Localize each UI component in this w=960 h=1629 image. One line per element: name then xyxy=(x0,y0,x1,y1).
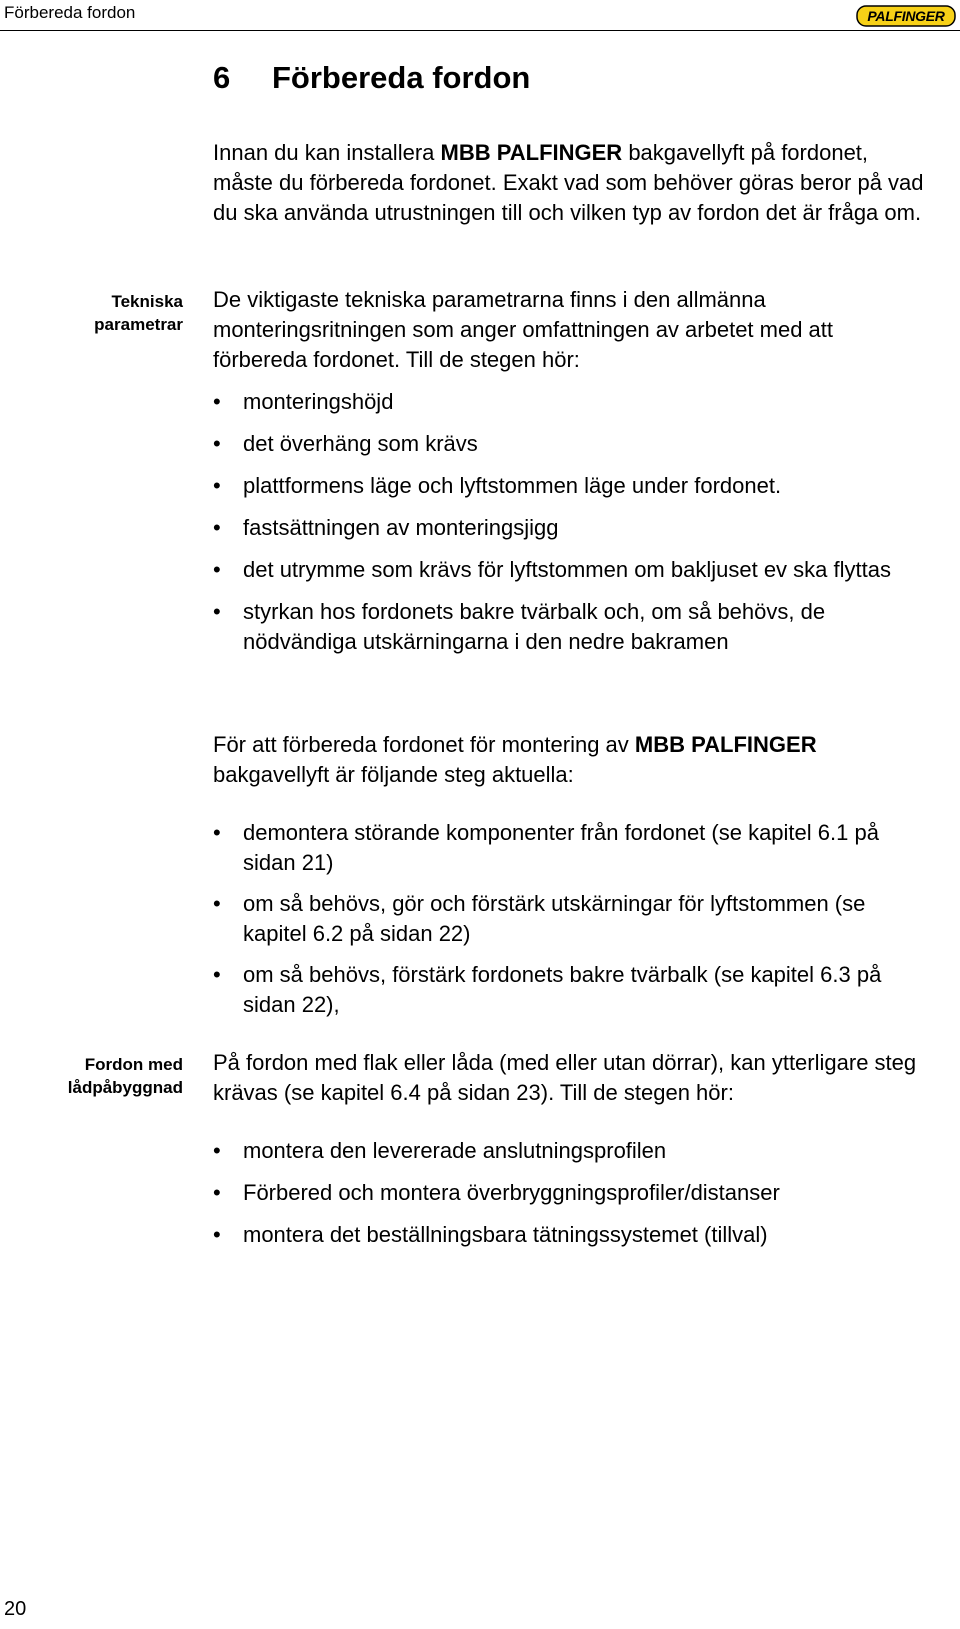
list-item xyxy=(213,471,928,501)
list-item xyxy=(213,818,928,878)
preparation-steps-list xyxy=(213,818,928,1020)
technical-parameters-list xyxy=(213,387,928,657)
page-header xyxy=(0,0,960,31)
list-item-text: montera det beställningsbara tätningssystemet (tillval) xyxy=(243,1222,768,1247)
intro-text-before: Innan du kan installera xyxy=(213,140,441,165)
box-body-paragraph: På fordon med flak eller låda (med eller utan dörrar), kan ytterligare steg krävas (se kapitel 6.4 på sidan 23). Till de stegen hör: xyxy=(213,1050,917,1105)
list-item xyxy=(213,513,928,543)
list-item xyxy=(213,1220,928,1250)
sidenote-line: Tekniska xyxy=(111,292,183,311)
intro-paragraph xyxy=(213,138,928,228)
list-item-text: Förbered och montera överbryggningsprofiler/distanser xyxy=(243,1180,780,1205)
bullet-icon: • xyxy=(213,1180,221,1205)
bullet-icon: • xyxy=(213,962,221,987)
bullet-icon: • xyxy=(213,515,221,540)
bullet-icon: • xyxy=(213,820,221,845)
bullet-icon: • xyxy=(213,557,221,582)
sidenote-technical-parameters xyxy=(40,290,183,336)
chapter-number: 6 xyxy=(213,60,231,95)
list-item xyxy=(213,387,928,417)
list-item-text: om så behövs, förstärk fordonets bakre tvärbalk (se kapitel 6.3 på sidan 22), xyxy=(243,962,882,1017)
sidenote-line: lådpåbyggnad xyxy=(67,1078,183,1097)
chapter-title: Förbereda fordon xyxy=(272,60,531,95)
palfinger-logo xyxy=(856,5,956,27)
list-item-text: montera den levererade anslutningsprofilen xyxy=(243,1138,667,1163)
list-item-text: plattformens läge och lyftstommen läge under fordonet. xyxy=(243,473,782,498)
technical-parameters-paragraph: De viktigaste tekniska parametrarna finns i den allmänna monteringsritningen som anger omfattningen av arbetet med att förbereda fordonet. Till de stegen hör: xyxy=(213,287,834,372)
running-header-title: Förbereda fordon xyxy=(4,3,136,22)
list-item xyxy=(213,1136,928,1166)
sidenote-line: parametrar xyxy=(94,315,183,334)
list-item-text: det utrymme som krävs för lyftstommen om bakljuset ev ska flyttas xyxy=(243,557,891,582)
list-item xyxy=(213,960,928,1020)
intro-brand: MBB PALFINGER xyxy=(440,140,623,165)
list-item xyxy=(213,889,928,949)
bullet-icon: • xyxy=(213,1138,221,1163)
sidenote-box-body-vehicles xyxy=(40,1053,183,1099)
list-item-text: om så behövs, gör och förstärk utskärningar för lyftstommen (se kapitel 6.2 på sidan 22) xyxy=(243,891,866,946)
bullet-icon: • xyxy=(213,431,221,456)
list-item-text: fastsättningen av monteringsjigg xyxy=(243,515,559,540)
intro-text-after: bakgavellyft på fordonet, måste du förbereda fordonet. Exakt vad som behöver göras beror på vad du ska använda utrustningen till och vilken typ av fordon det är fråga om. xyxy=(213,140,924,225)
steps-text-after: bakgavellyft är följande steg aktuella: xyxy=(213,762,574,787)
sidenote-line: Fordon med xyxy=(84,1055,183,1074)
steps-text-before: För att förbereda fordonet för montering av xyxy=(213,732,635,757)
page-number: 20 xyxy=(4,1598,27,1620)
list-item-text: det överhäng som krävs xyxy=(243,431,478,456)
box-body-list xyxy=(213,1136,928,1250)
chapter-heading xyxy=(213,60,530,96)
bullet-icon: • xyxy=(213,599,221,624)
list-item-text: monteringshöjd xyxy=(243,389,394,414)
list-item-text: styrkan hos fordonets bakre tvärbalk och, om så behövs, de nödvändiga utskärningarna i den nedre bakramen xyxy=(243,599,826,654)
bullet-icon: • xyxy=(213,891,221,916)
list-item-text: demontera störande komponenter från fordonet (se kapitel 6.1 på sidan 21) xyxy=(243,820,879,875)
list-item xyxy=(213,429,928,459)
preparation-steps-paragraph xyxy=(213,730,928,790)
list-item xyxy=(213,597,928,657)
steps-brand: MBB PALFINGER xyxy=(634,732,817,757)
bullet-icon: • xyxy=(213,473,221,498)
palfinger-logo-text: PALFINGER xyxy=(867,8,945,24)
list-item xyxy=(213,555,928,585)
bullet-icon: • xyxy=(213,1222,221,1247)
list-item xyxy=(213,1178,928,1208)
bullet-icon: • xyxy=(213,389,221,414)
